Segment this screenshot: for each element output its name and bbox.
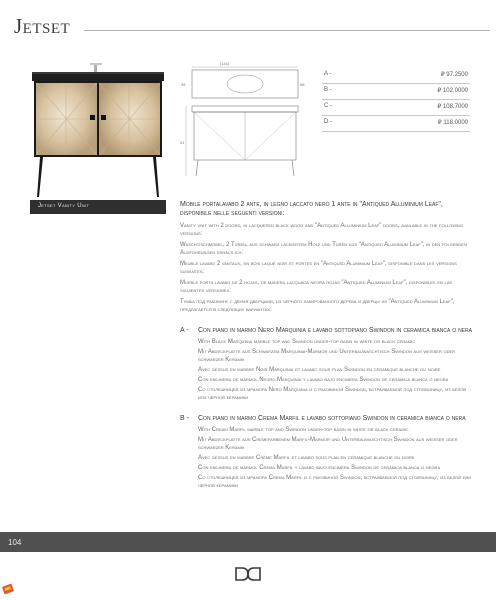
price-row (322, 84, 470, 100)
option-translation: Con encimera de mármol Negro Marquinia y lavabo bajo encimera Swindon de cerámica blanca o negra (198, 377, 449, 383)
product-photo (30, 60, 166, 198)
header-rule (84, 30, 490, 31)
corner-badge (2, 582, 14, 594)
dim-right-height: 58 (300, 82, 305, 87)
price-value: ₽ 97.2500 (440, 72, 468, 78)
price-row (322, 116, 470, 132)
description-translation: Meuble lavabo 2 vantaux, en bois laqué noir et portes en "Antiqued Aluminium Leaf", disponible dans les versions suivantes: (180, 261, 457, 275)
dimension-diagram (180, 58, 310, 178)
description-translation: Тумба под раковину с двумя дверцами, из чёрного лакированного дерева и дверцы из "Antiqued Aluminium Leaf", предлагается в следующих вариантах: (180, 299, 455, 313)
option-translation: Mit Abdeckplatte aus Cremefarbenem Marfil-Marmor und Unterbauwaschtisch Swindon aus weißer oder schwarzer Keramik (198, 437, 458, 451)
option-title: Con piano in marmo Nero Marquinia e lavabo sottopiano Swindon in ceramica bianca o nera (198, 327, 472, 334)
page-header (14, 14, 490, 42)
vanity-unit-image (30, 60, 166, 198)
brand-title: Jetset (14, 14, 71, 38)
option-translation: With Black Marquinia marble top and Swindon under-top basin in white or black ceramic (198, 339, 416, 345)
option-heading (180, 326, 472, 335)
product-description (180, 200, 472, 317)
price-row (322, 68, 470, 84)
dd-logo-icon (232, 566, 264, 582)
page-number: 104 (8, 538, 22, 547)
price-code: B - (324, 87, 332, 93)
option-translation: Avec dessus en marbre Crème Marfil et lavabo sous plan en céramique blanche ou noire (198, 455, 415, 461)
option-translation: Avec dessus en marbre Noir Marquinia et lavabo sous plan Swindon en céramique blanche ou noire (198, 367, 441, 373)
option-title: Con piano in marmo Crema Marfil e lavabo sottopiano Swindon in ceramica bianca o nera (198, 415, 466, 422)
description-translation: Mueble porta lavabo de 2 hojas, de madera lacquada negra hojas "Antiqued Aluminium Leaf", disponibles en las siguientes versiones: (180, 280, 453, 294)
price-row (322, 100, 470, 116)
option-translation: Con encimera de mármol Crema Marfil y lavabo bajo encimera Swindon de cerámica blanca o negra (198, 465, 441, 471)
description-translation: Vanity unit with 2 doors, in lacquered black wood and "Antiqued Alluminium Leaf" doors, available in the following versions: (180, 223, 464, 237)
price-code: D - (324, 119, 332, 125)
description-translation: Waschtischmöbel, 2 Türen, aus schwarz lackiertem Holz und Türen aus "Antiqued Aluminium Leaf", in den folgenden Ausführungen erhältlich: (180, 242, 467, 256)
price-value: ₽ 118.0000 (437, 120, 468, 126)
product-label: Jetset Vanity Unit (30, 200, 166, 214)
brand-logo (232, 566, 264, 582)
dim-leg-height: 91 (180, 140, 185, 145)
footer-bar (0, 532, 496, 552)
option-b (180, 414, 472, 492)
price-list (322, 68, 470, 132)
option-translation: Со столешницей из мрамора Crema Marfil и с раковиной Swindon, встраиваемой под столешницу, из белой или чёрной керамики (198, 475, 472, 489)
price-code: C - (324, 103, 332, 109)
option-letter: B - (180, 415, 189, 422)
technical-drawing (180, 58, 310, 178)
option-letter: A - (180, 327, 189, 334)
corner-badge-icon (2, 583, 14, 595)
dim-left-height: 38 (181, 82, 186, 87)
option-translation: Со столешницей из мрамора Nero Marquinia и с раковиной Swindon, встраиваемой под столешницу, из белой или чёрной керамики (198, 387, 467, 401)
option-translation: With Cream Marfil marble top and Swindon under-top basin in white or black ceramic (198, 427, 409, 433)
option-translation: Mit Abdeckplatte aus Schwarzem Marquinia-Marmor und Unterbauwaschtisch Swindon aus weißer oder schwarzer Keramik (198, 349, 456, 363)
price-value: ₽ 102.0000 (437, 88, 468, 94)
price-value: ₽ 108.7000 (437, 104, 468, 110)
option-a (180, 326, 472, 404)
price-code: A - (324, 71, 332, 77)
description-title: Mobile portalavabo 2 ante, in legno laccato nero 1 ante in "Antiqued Alluminium Leaf", disponibile nelle seguenti versioni: (180, 201, 443, 217)
dim-top-width: (141) (220, 61, 230, 66)
option-heading (180, 414, 472, 423)
